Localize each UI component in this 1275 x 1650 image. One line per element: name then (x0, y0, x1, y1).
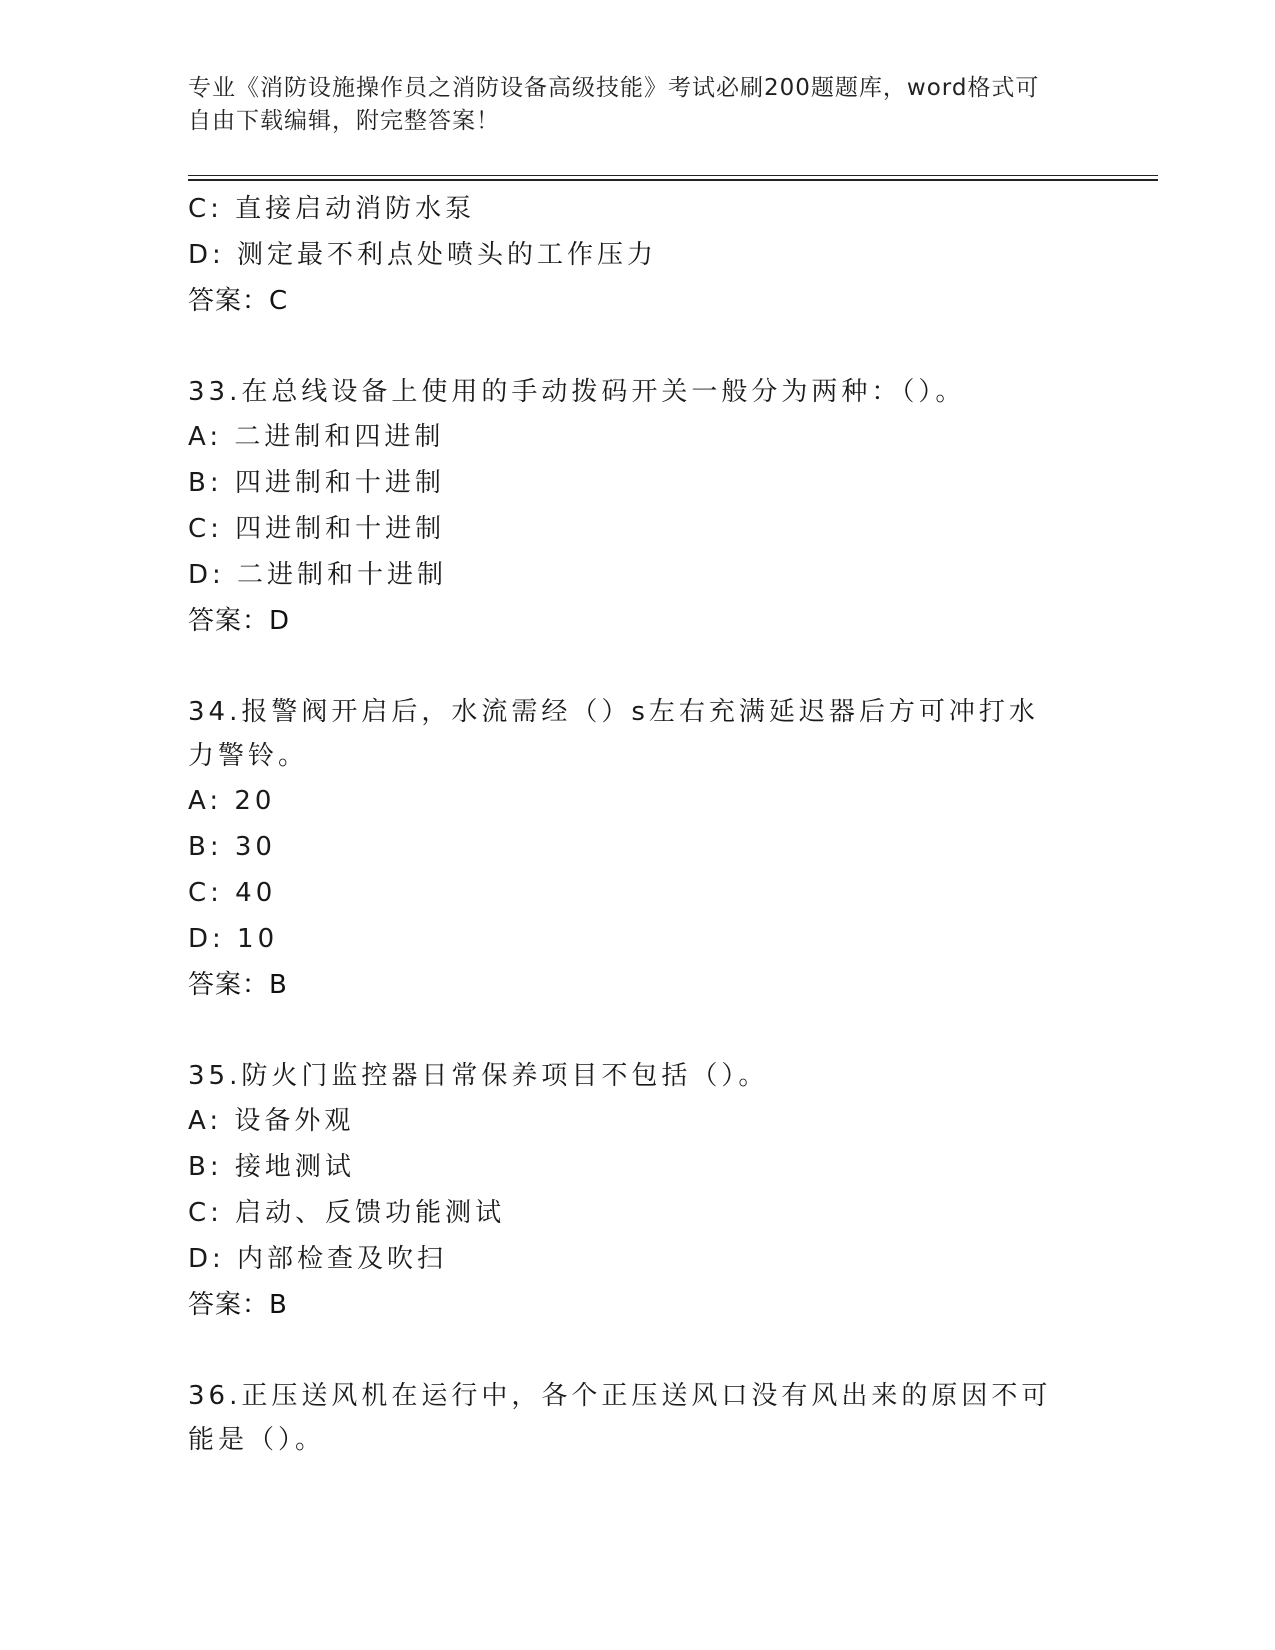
question-block-36 (188, 1374, 1088, 1462)
option-c: C: 40 (188, 878, 277, 908)
option-d: D: 内部检查及吹扫 (188, 1244, 448, 1274)
question-block-33 (188, 370, 1088, 644)
question-text: 33.在总线设备上使用的手动拨码开关一般分为两种：（）。 (188, 377, 966, 407)
option-a: A: 设备外观 (188, 1106, 355, 1136)
option-c: C: 启动、反馈功能测试 (188, 1198, 506, 1228)
answer-line: 答案：B (188, 1290, 288, 1320)
option-c: C: 直接启动消防水泵 (188, 194, 476, 224)
question-block-34 (188, 690, 1088, 1008)
question-text: 35.防火门监控器日常保养项目不包括（）。 (188, 1061, 769, 1091)
header-rule-thick (188, 179, 1158, 181)
document-header (188, 72, 1068, 138)
option-d: D: 10 (188, 924, 279, 954)
header-rule-thin (188, 175, 1158, 176)
question-list (188, 186, 1088, 1462)
header-line-1: 专业《消防设施操作员之消防设备高级技能》考试必刷200题题库，word格式可 (188, 75, 1040, 101)
option-b: B: 30 (188, 832, 276, 862)
question-text: 34.报警阀开启后，水流需经（）s左右充满延迟器后方可冲打水力警铃。 (188, 697, 1039, 771)
question-text: 36.正压送风机在运行中，各个正压送风口没有风出来的原因不可能是（）。 (188, 1381, 1052, 1455)
answer-line: 答案：D (188, 606, 291, 636)
question-block-prev (188, 186, 1088, 324)
answer-line: 答案：C (188, 286, 289, 316)
answer-line: 答案：B (188, 970, 288, 1000)
question-block-35 (188, 1054, 1088, 1328)
option-c: C: 四进制和十进制 (188, 514, 446, 544)
option-b: B: 四进制和十进制 (188, 468, 445, 498)
option-b: B: 接地测试 (188, 1152, 355, 1182)
option-d: D: 二进制和十进制 (188, 560, 448, 590)
option-a: A: 二进制和四进制 (188, 422, 445, 452)
option-d: D: 测定最不利点处喷头的工作压力 (188, 240, 658, 270)
option-a: A: 20 (188, 786, 276, 816)
header-line-2: 自由下载编辑，附完整答案！ (188, 108, 500, 134)
